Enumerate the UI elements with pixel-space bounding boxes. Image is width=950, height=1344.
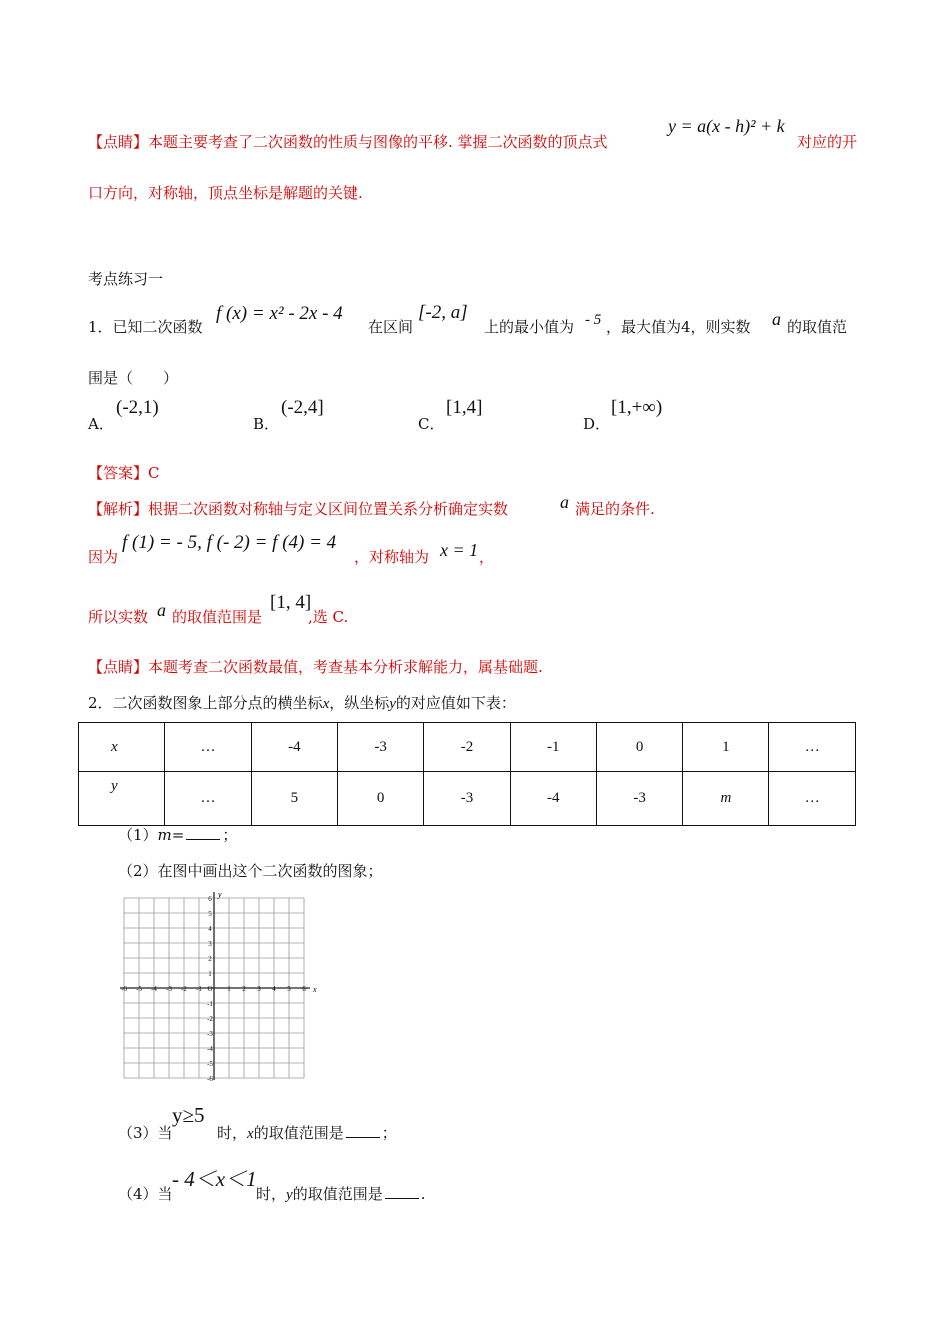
y-tick-label: 2 bbox=[208, 955, 212, 963]
analysis-so-text-2: 的取值范围是 bbox=[172, 608, 263, 626]
sub3-text: 时， bbox=[217, 1124, 248, 1142]
x-tick-label: 5 bbox=[287, 985, 291, 993]
x-tick-label: -2 bbox=[181, 985, 187, 993]
table-row bbox=[79, 772, 856, 826]
option-d-label[interactable]: D． bbox=[583, 415, 611, 433]
dianjing2-text: 本题考查二次函数最值，考查基本分析求解能力，属基础题. bbox=[148, 658, 543, 676]
table-cell: -4 bbox=[251, 723, 337, 772]
dianjing-text: 本题主要考查了二次函数的性质与图像的平移. 掌握二次函数的顶点式 bbox=[148, 133, 608, 151]
table-cell: 0 bbox=[337, 772, 423, 826]
y-tick-label: 1 bbox=[208, 970, 212, 978]
option-b-value: (-2,4] bbox=[281, 397, 324, 418]
table-cell: y bbox=[79, 772, 165, 826]
sub3-tail bbox=[217, 1122, 397, 1143]
sub1-number: （1） bbox=[118, 826, 158, 844]
q1-line-2: 围是（ ） bbox=[88, 369, 179, 387]
table-cell: … bbox=[165, 723, 251, 772]
answer-blank-4[interactable] bbox=[385, 1184, 419, 1199]
q1-text-min: 上的最小值为 bbox=[484, 318, 575, 336]
y-tick-label: -2 bbox=[207, 1015, 213, 1023]
analysis-conclusion: ,选 C. bbox=[308, 608, 349, 626]
q2-number: 2． bbox=[88, 694, 113, 712]
q2-text-3: 的对应值如下表： bbox=[395, 694, 516, 712]
q2-var-y: y bbox=[389, 696, 396, 712]
q1-text-max: ，最大值为4，则实数 bbox=[606, 318, 751, 336]
table-cell: -3 bbox=[596, 772, 682, 826]
sub4-number: （4）当 bbox=[118, 1185, 173, 1203]
y-tick-label: 4 bbox=[208, 925, 212, 933]
analysis-range: [1, 4] bbox=[270, 592, 312, 613]
option-c-label[interactable]: C． bbox=[418, 415, 445, 433]
table-cell: 0 bbox=[596, 723, 682, 772]
grid-labels bbox=[121, 890, 317, 1083]
table-cell: m bbox=[683, 772, 769, 826]
dianjing2-tag: 【点睛】 bbox=[88, 658, 149, 676]
x-tick-label: -3 bbox=[166, 985, 172, 993]
y-tick-label: -1 bbox=[207, 1000, 213, 1008]
y-tick-label: -5 bbox=[207, 1060, 213, 1068]
table-cell: -1 bbox=[510, 723, 596, 772]
sub3-number: （3）当 bbox=[118, 1124, 173, 1142]
x-tick-label: 6 bbox=[302, 985, 306, 993]
y-tick-label: 5 bbox=[208, 910, 212, 918]
table-row bbox=[79, 723, 856, 772]
option-a-label[interactable]: A． bbox=[88, 415, 114, 433]
dianjing-line-1 bbox=[88, 131, 608, 152]
grid-axes bbox=[120, 892, 310, 1080]
table-cell: x bbox=[79, 723, 165, 772]
sub3-text-2: 的取值范围是 bbox=[253, 1124, 344, 1142]
sub-question-1 bbox=[118, 824, 237, 845]
x-tick-label: 1 bbox=[227, 985, 231, 993]
x-tick-label: 4 bbox=[272, 985, 276, 993]
sub-question-3 bbox=[118, 1122, 173, 1143]
sub4-text-2: 的取值范围是 bbox=[292, 1185, 383, 1203]
x-tick-label: 3 bbox=[257, 985, 261, 993]
table-cell: 5 bbox=[251, 772, 337, 826]
dianjing-line-2: 口方向，对称轴，顶点坐标是解题的关键. bbox=[88, 184, 363, 202]
value-table bbox=[78, 722, 856, 826]
option-b-label[interactable]: B． bbox=[253, 415, 280, 433]
table-cell: -2 bbox=[424, 723, 510, 772]
vertex-form-formula: y = a(x - h)² + k bbox=[668, 116, 785, 136]
q1-var-a: a bbox=[772, 309, 781, 329]
table-cell: … bbox=[165, 772, 251, 826]
sub3-var-x: x bbox=[247, 1126, 254, 1142]
analysis-text-tail: 满足的条件. bbox=[575, 500, 655, 518]
q1-text-interval: 在区间 bbox=[368, 318, 414, 336]
y-tick-label: 3 bbox=[208, 940, 212, 948]
option-c-value: [1,4] bbox=[446, 397, 483, 418]
q1-text: 已知二次函数 bbox=[112, 318, 203, 336]
analysis-var-a: a bbox=[560, 492, 569, 512]
sub4-condition: - 4＜x＜1 bbox=[172, 1167, 257, 1191]
q2-var-x: x bbox=[322, 696, 330, 712]
coordinate-grid[interactable] bbox=[116, 890, 322, 1086]
section-title: 考点练习一 bbox=[88, 270, 164, 288]
answer-blank-3[interactable] bbox=[346, 1123, 380, 1138]
x-tick-label: -5 bbox=[136, 985, 142, 993]
sub4-text: 时， bbox=[256, 1185, 287, 1203]
option-a-value: (-2,1) bbox=[116, 397, 159, 418]
q2-line bbox=[88, 692, 516, 713]
answer-value: C bbox=[148, 464, 160, 482]
analysis-tag: 【解析】 bbox=[88, 500, 149, 518]
option-d-value: [1,+∞) bbox=[611, 397, 663, 418]
dianjing2-line bbox=[88, 656, 543, 677]
sub4-var-y: y bbox=[286, 1187, 293, 1203]
q1-function: f (x) = x² - 2x - 4 bbox=[216, 303, 343, 324]
sub1-equals: = bbox=[171, 826, 185, 844]
x-tick-label: -1 bbox=[196, 985, 202, 993]
x-tick-label: 2 bbox=[242, 985, 246, 993]
q1-min-value: - 5 bbox=[585, 312, 602, 328]
analysis-line-1 bbox=[88, 498, 508, 519]
x-tick-label: -4 bbox=[151, 985, 157, 993]
q1-interval: [-2, a] bbox=[418, 302, 468, 323]
x-tick-label: O bbox=[207, 985, 213, 993]
answer-tag: 【答案】 bbox=[88, 464, 149, 482]
analysis-expression: f (1) = - 5, f (- 2) = f (4) = 4 bbox=[122, 532, 337, 553]
x-axis-label: x bbox=[313, 985, 317, 994]
q2-text-2: ，纵坐标 bbox=[329, 694, 390, 712]
analysis-because: 因为 bbox=[88, 548, 119, 566]
analysis-comma: ， bbox=[479, 548, 495, 566]
sub4-end: . bbox=[420, 1185, 426, 1203]
analysis-axis: x = 1 bbox=[440, 540, 479, 560]
sub3-condition: y≥5 bbox=[172, 1103, 205, 1127]
table-cell: -4 bbox=[510, 772, 596, 826]
x-tick-label: -6 bbox=[121, 985, 127, 993]
table-cell: … bbox=[769, 723, 856, 772]
dianjing-text-tail: 对应的开 bbox=[797, 133, 858, 151]
y-tick-label: 6 bbox=[208, 895, 212, 903]
sub1-var-m: m bbox=[157, 826, 172, 844]
q1-number: 1． bbox=[88, 318, 113, 336]
analysis-so-text: 所以实数 bbox=[88, 608, 149, 626]
sub-question-4 bbox=[118, 1183, 173, 1204]
answer-blank-1[interactable] bbox=[186, 825, 220, 840]
answer-line bbox=[88, 462, 160, 483]
table-cell: 1 bbox=[683, 723, 769, 772]
analysis-so-var: a bbox=[157, 600, 166, 620]
sub4-tail bbox=[256, 1183, 425, 1204]
sub3-end: ； bbox=[381, 1124, 397, 1142]
analysis-text: 根据二次函数对称轴与定义区间位置关系分析确定实数 bbox=[148, 500, 509, 518]
sub1-end: ； bbox=[222, 826, 238, 844]
q2-text: 二次函数图象上部分点的横坐标 bbox=[112, 694, 323, 712]
table-cell: -3 bbox=[337, 723, 423, 772]
table-cell: … bbox=[769, 772, 856, 826]
analysis-axis-text: ，对称轴为 bbox=[354, 548, 430, 566]
dianjing-tag: 【点睛】 bbox=[88, 133, 149, 151]
q1-line-1 bbox=[88, 316, 203, 337]
y-tick-label: -4 bbox=[207, 1045, 213, 1053]
y-tick-label: -3 bbox=[207, 1030, 213, 1038]
table-cell: -3 bbox=[424, 772, 510, 826]
sub-question-2: （2）在图中画出这个二次函数的图象； bbox=[118, 862, 383, 880]
q1-text-range: 的取值范 bbox=[787, 318, 848, 336]
y-tick-label: -6 bbox=[207, 1075, 213, 1083]
y-axis-label: y bbox=[218, 890, 222, 899]
